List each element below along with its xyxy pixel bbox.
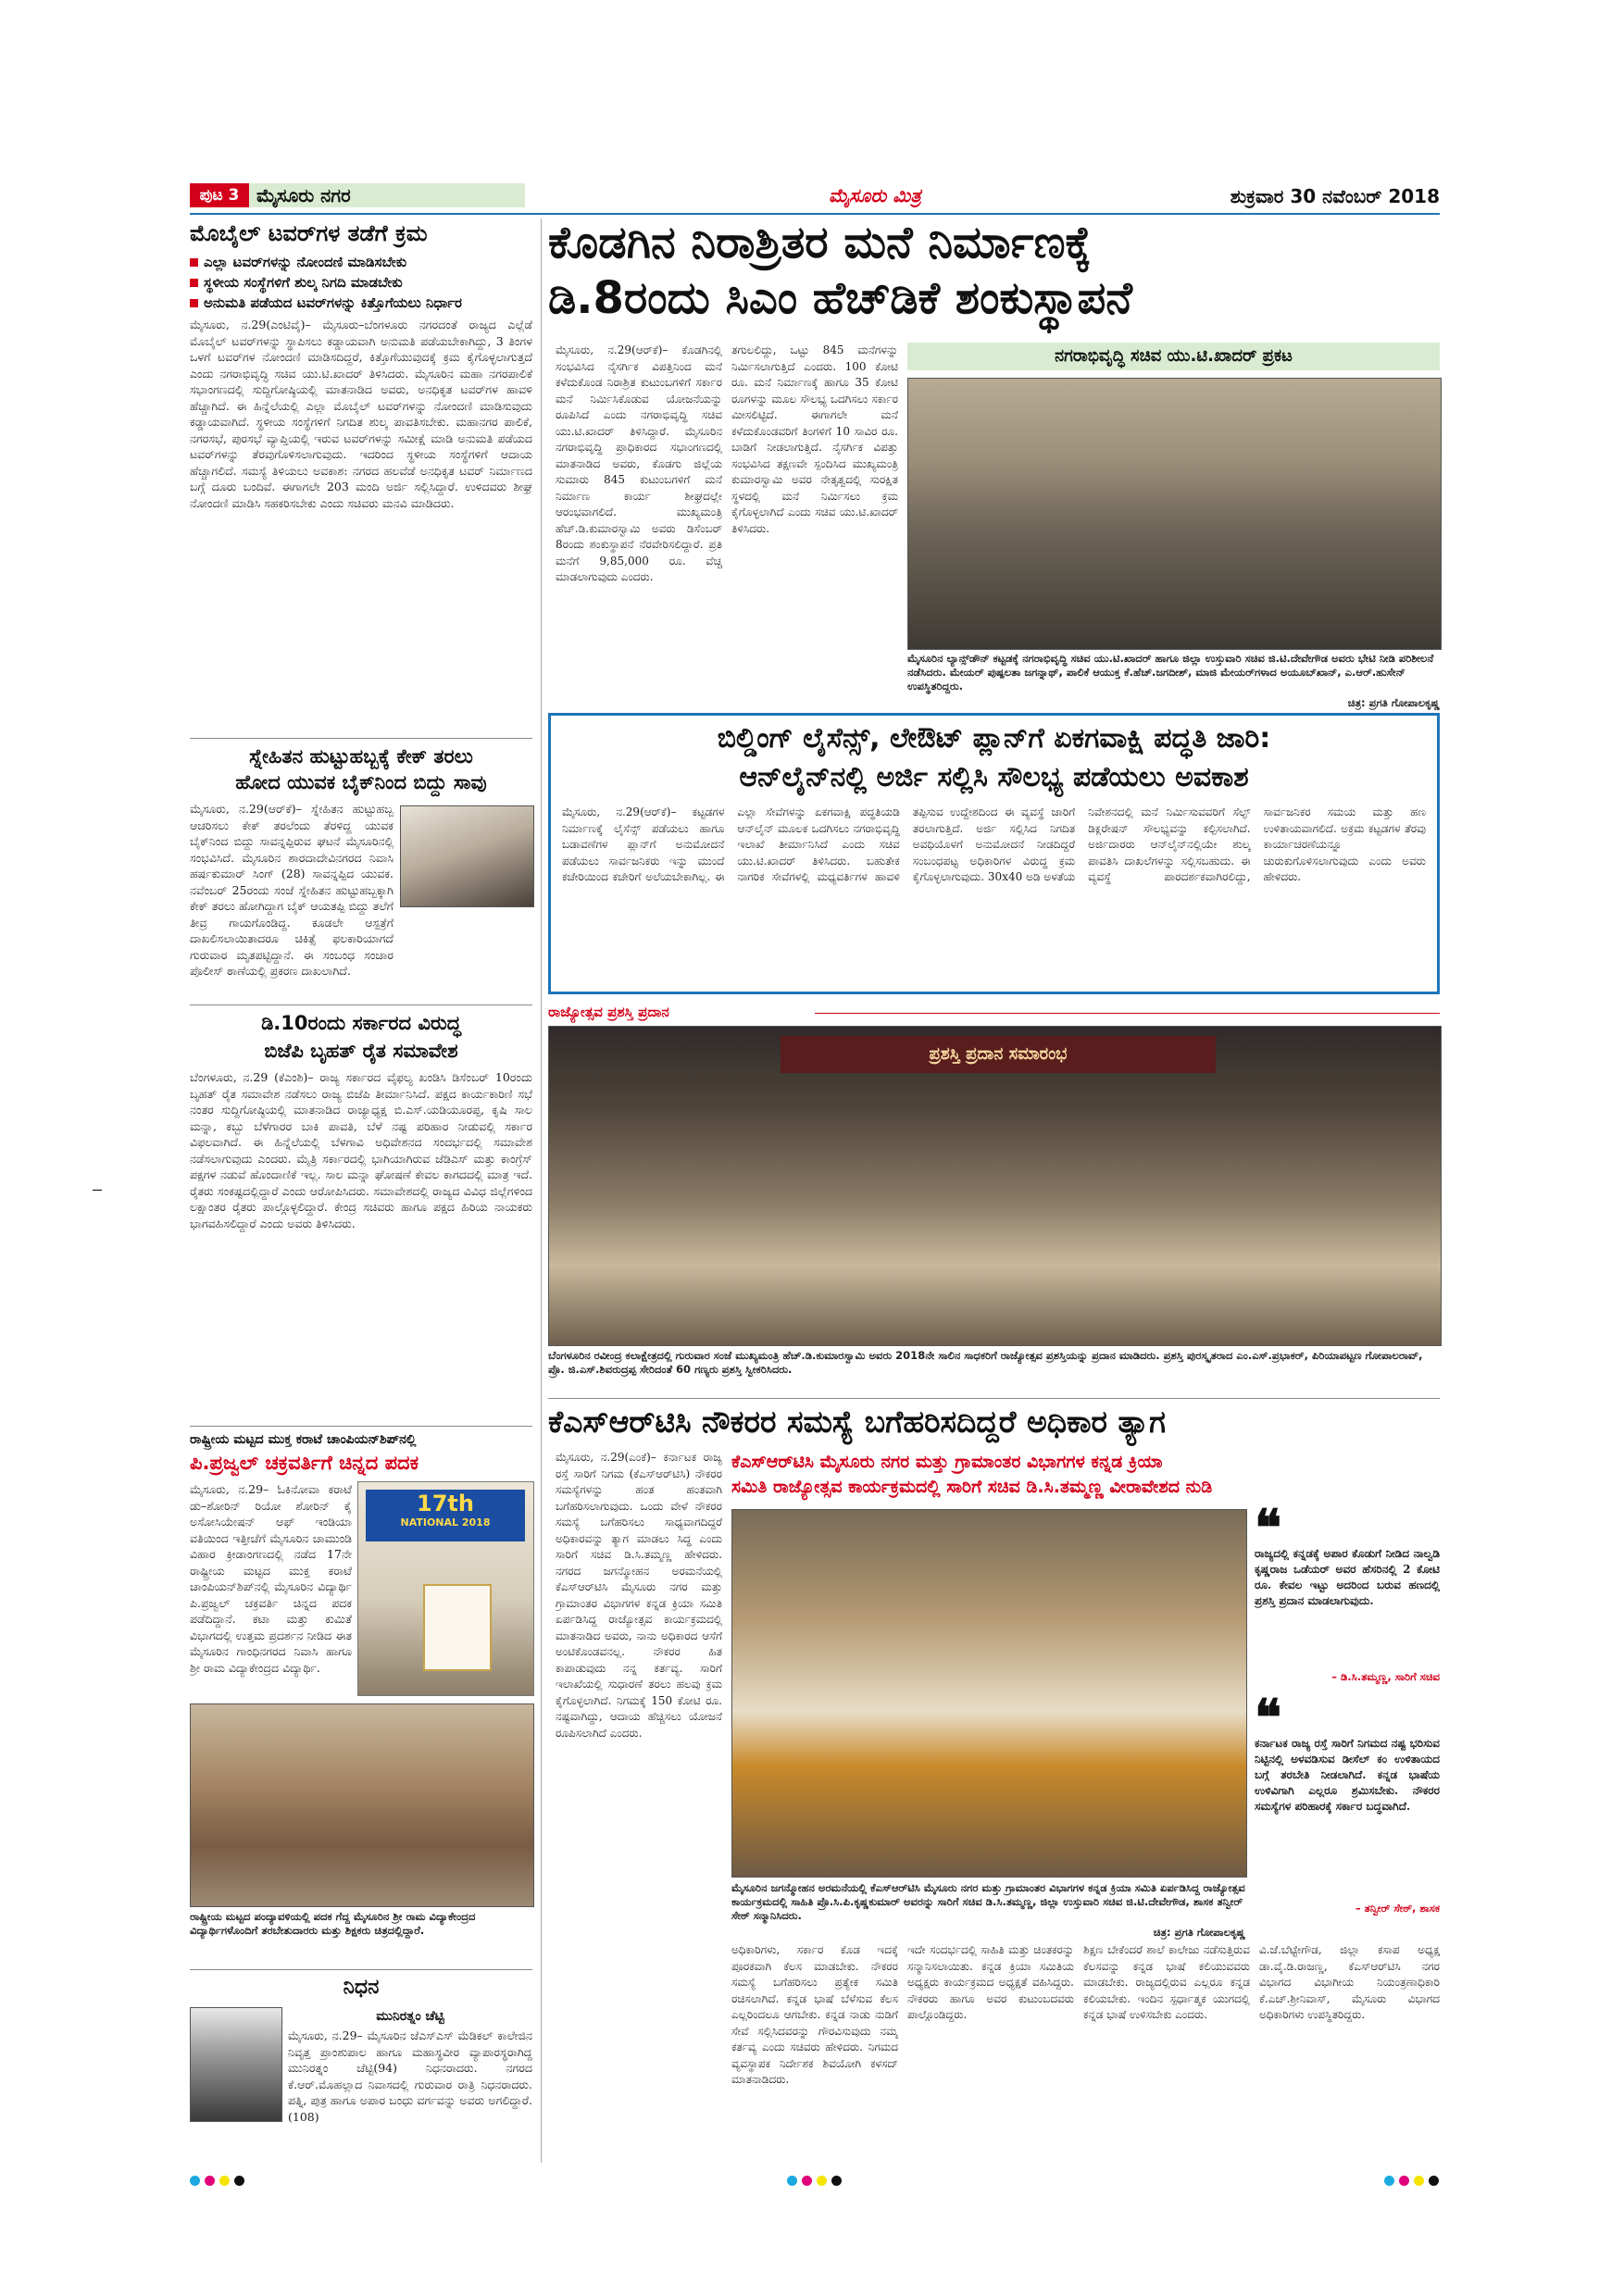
lead-photo-caption: ಮೈಸೂರಿನ ಲ್ಯಾನ್ಸ್‌ಡೌನ್ ಕಟ್ಟಡಕ್ಕೆ ನಗರಾಭಿವೃದ್ಧಿ ಸಚಿವ ಯು.ಟಿ.ಖಾದರ್ ಹಾಗೂ ಜಿಲ್ಲಾ ಉಸ್ತುವಾರಿ ಸಚಿವ ಜಿ.ಟಿ.ದೇವೇಗೌಡ ಅವರು ಭೇಟಿ ನೀಡಿ ಪರಿಶೀಲನೆ ನಡೆಸಿದರು. ಮೇಯರ್ ಪುಷ್ಪಲತಾ ಜಗನ್ನಾಥ್, ಪಾಲಿಕೆ ಆಯುಕ್ತ ಕೆ.ಹೆಚ್.ಜಗದೀಶ್, ಮಾಜಿ ಮೇಯರ್‌ಗಳಾದ ಅಯೂಬ್‌ಖಾನ್, ಎ.ಆರ್.ಹುಸೇನ್ ಉಪಸ್ಥಿತರಿದ್ದರು. xyxy=(907,652,1434,693)
section-rule xyxy=(815,1013,1440,1014)
issue-date: ಶುಕ್ರವಾರ 30 ನವೆಂಬರ್ 2018 xyxy=(1230,185,1440,207)
lead-subhead-box xyxy=(907,343,1440,370)
quote-author: – ತನ್ವೀರ್ ಸೇಠ್, ಶಾಸಕ xyxy=(1355,1902,1440,1915)
magenta-dot xyxy=(1399,2176,1409,2186)
column-rule xyxy=(541,218,542,2163)
lead-subhead: ನಗರಾಭಿವೃದ್ಧಿ ಸಚಿವ ಯು.ಟಿ.ಖಾದರ್ ಪ್ರಕಟ xyxy=(1055,346,1293,366)
divider xyxy=(190,1969,532,1970)
divider xyxy=(190,738,532,739)
farmers-headline xyxy=(190,1009,532,1065)
magenta-dot xyxy=(802,2176,812,2186)
obituary-box xyxy=(190,1974,532,2159)
headline-line: ಡಿ.10ರಂದು ಸರ್ಕಾರದ ವಿರುದ್ಧ xyxy=(261,1012,461,1034)
obituary-portrait xyxy=(190,2007,282,2122)
color-registration-center xyxy=(787,2176,843,2187)
bullet-item: ಅನುಮತಿ ಪಡೆಯದ ಟವರ್‌ಗಳನ್ನು ಕಿತ್ತೊಗೆಯಲು ನಿರ್ಧಾರ xyxy=(190,293,532,313)
lead-photo xyxy=(907,378,1442,650)
quote-author: – ಡಿ.ಸಿ.ತಮ್ಮಣ್ಣ, ಸಾರಿಗೆ ಸಚಿವ xyxy=(1331,1670,1440,1683)
headline-line: ಬಿಜೆಪಿ ಬೃಹತ್ ರೈತ ಸಮಾವೇಶ xyxy=(264,1040,458,1062)
ksrtc-photo-credit: ಚಿತ್ರ: ಪ್ರಗತಿ ಗೋಪಾಲಕೃಷ್ಣ xyxy=(1153,1926,1245,1939)
yellow-dot xyxy=(1414,2176,1424,2186)
ksrtc-body-left: ಮೈಸೂರು, ನ.29(ಎಂಕೆ)– ಕರ್ನಾಟಕ ರಾಜ್ಯ ರಸ್ತೆ ಸಾರಿಗೆ ನಿಗಮ (ಕೆಎಸ್‌ಆರ್‌ಟಿಸಿ) ನೌಕರರ ಸಮಸ್ಯೆಗಳನ್ನು ಹಂತ ಹಂತವಾಗಿ ಬಗೆಹರಿಸಲಾಗುವುದು. ಒಂದು ವೇಳೆ ನೌಕರರ ಸಮಸ್ಯೆ ಬಗೆಹರಿಸಲು ಸಾಧ್ಯವಾಗದಿದ್ದರೆ ಅಧಿಕಾರವನ್ನು ತ್ಯಾಗ ಮಾಡಲು ಸಿದ್ಧ ಎಂದು ಸಾರಿಗೆ ಸಚಿವ ಡಿ.ಸಿ.ತಮ್ಮಣ್ಣ ಹೇಳಿದರು. ನಗರದ ಜಗನ್ಮೋಹನ ಅರಮನೆಯಲ್ಲಿ ಕೆಎಸ್‌ಆರ್‌ಟಿಸಿ ಮೈಸೂರು ನಗರ ಮತ್ತು ಗ್ರಾಮಾಂತರ ವಿಭಾಗಗಳ ಕನ್ನಡ ಕ್ರಿಯಾ ಸಮಿತಿ ಏರ್ಪಡಿಸಿದ್ದ ರಾಜ್ಯೋತ್ಸವ ಕಾರ್ಯಕ್ರಮದಲ್ಲಿ ಮಾತನಾಡಿದ ಅವರು, ನಾನು ಅಧಿಕಾರದ ಆಸೆಗೆ ಅಂಟಿಕೊಂಡವನಲ್ಲ. ನೌಕರರ ಹಿತ ಕಾಪಾಡುವುದು ನನ್ನ ಕರ್ತವ್ಯ. ಸಾರಿಗೆ ಇಲಾಖೆಯಲ್ಲಿ ಸುಧಾರಣೆ ತರಲು ಹಲವು ಕ್ರಮ ಕೈಗೊಳ್ಳಲಾಗಿದೆ. ನಿಗಮಕ್ಕೆ 150 ಕೋಟಿ ರೂ. ನಷ್ಟವಾಗಿದ್ದು, ಆದಾಯ ಹೆಚ್ಚಿಸಲು ಯೋಜನೆ ರೂಪಿಸಲಾಗಿದೆ ಎಂದರು. xyxy=(556,1451,722,1740)
lead-headline xyxy=(548,215,1440,326)
quote-box-2 xyxy=(1255,1688,1440,1926)
ksrtc-body-mid: ಅಧಿಕಾರಿಗಳು, ಸರ್ಕಾರ ಕೊಡ ಇದಕ್ಕೆ ಪೂರಕವಾಗಿ ಕೆಲಸ ಮಾಡಬೇಕು. ನೌಕರರ ಸಮಸ್ಯೆ ಬಗೆಹರಿಸಲು ಪ್ರತ್ಯೇಕ ಸಮಿತಿ ರಚಿಸಲಾಗಿದೆ. ಕನ್ನಡ ಭಾಷೆ ಬೆಳೆಸುವ ಕೆಲಸ ಎಲ್ಲರಿಂದಲೂ ಆಗಬೇಕು. ಕನ್ನಡ ನಾಡು ನುಡಿಗೆ ಸೇವೆ ಸಲ್ಲಿಸಿದವರನ್ನು ಗೌರವಿಸುವುದು ನಮ್ಮ ಕರ್ತವ್ಯ ಎಂದು ಸಚಿವರು ಹೇಳಿದರು. ನಿಗಮದ ವ್ಯವಸ್ಥಾಪಕ ನಿರ್ದೇಶಕ ಶಿವಯೋಗಿ ಕಳಸದ್ ಮಾತನಾಡಿದರು. xyxy=(731,1943,898,2086)
headline-line: ಡಿ.8ರಂದು ಸಿಎಂ ಹೆಚ್‌ಡಿಕೆ ಶಂಕುಸ್ಥಾಪನೆ xyxy=(548,272,1132,324)
mobile-tower-headline: ಮೊಬೈಲ್ ಟವರ್‌ಗಳ ತಡೆಗೆ ಕ್ರಮ xyxy=(190,220,428,246)
accident-headline xyxy=(190,743,532,795)
color-registration-left xyxy=(190,2176,245,2187)
banner-edition: 17th xyxy=(417,1491,474,1516)
lead-photo-credit: ಚಿತ್ರ: ಪ್ರಗತಿ ಗೋಪಾಲಕೃಷ್ಣ xyxy=(1347,696,1440,709)
rajyotsava-photo xyxy=(548,1026,1442,1346)
ksrtc-body-right1: ಇದೇ ಸಂದರ್ಭದಲ್ಲಿ ಸಾಹಿತಿ ಮತ್ತು ಚಿಂತಕರನ್ನು ಸನ್ಮಾನಿಸಲಾಯಿತು. ಕನ್ನಡ ಕ್ರಿಯಾ ಸಮಿತಿಯ ಅಧ್ಯಕ್ಷರು ಕಾರ್ಯಕ್ರಮದ ಅಧ್ಯಕ್ಷತೆ ವಹಿಸಿದ್ದರು. ನೌಕರರು ಹಾಗೂ ಅವರ ಕುಟುಂಬದವರು ಪಾಲ್ಗೊಂಡಿದ್ದರು. xyxy=(907,1943,1074,2021)
ksrtc-body-right2: ಶಿಕ್ಷಣ ಬೇಕೆಂದರೆ ಶಾಲೆ ಕಾಲೇಜು ನಡೆಸುತ್ತಿರುವ ಕೆಲಸವನ್ನು ಕನ್ನಡ ಭಾಷೆ ಕಲಿಯುವವರು ಮಾಡಬೇಕು. ರಾಜ್ಯದಲ್ಲಿರುವ ಎಲ್ಲರೂ ಕನ್ನಡ ಕಲಿಯಬೇಕು. ಇಂದಿನ ಸ್ಪರ್ಧಾತ್ಮಕ ಯುಗದಲ್ಲಿ ಕನ್ನಡ ಭಾಷೆ ಉಳಿಸಬೇಕು ಎಂದರು. xyxy=(1083,1943,1250,2021)
karate-team-photo xyxy=(190,1703,534,1907)
quote-text: ರಾಜ್ಯದಲ್ಲಿ ಕನ್ನಡಕ್ಕೆ ಅಪಾರ ಕೊಡುಗೆ ನೀಡಿದ ನಾಲ್ವಡಿ ಕೃಷ್ಣರಾಜ ಒಡೆಯರ್ ಅವರ ಹೆಸರಿನಲ್ಲಿ 2 ಕೋಟಿ ರೂ. ಕೇವಲ ಇಟ್ಟು ಅದರಿಂದ ಬರುವ ಹಣದಲ್ಲಿ ಪ್ರಶಸ್ತಿ ಪ್ರದಾನ ಮಾಡಲಾಗುವುದು. xyxy=(1255,1547,1440,1607)
building-license-box xyxy=(548,713,1440,994)
mobile-tower-body: ಮೈಸೂರು, ನ.29(ಎಂಟಿವೈ)– ಮೈಸೂರು–ಬೆಂಗಳೂರು ನಗರದಂತೆ ರಾಜ್ಯದ ಎಲ್ಲೆಡೆ ಮೊಬೈಲ್ ಟವರ್‌ಗಳನ್ನು ಸ್ಥಾಪಿಸಲು ಕಡ್ಡಾಯವಾಗಿ ಅನುಮತಿ ಪಡೆಯಬೇಕಾಗಿದ್ದು, 3 ತಿಂಗಳ ಒಳಗೆ ಟವರ್‌ಗಳ ನೋಂದಣಿ ಮಾಡಿಸದಿದ್ದರೆ, ಕಿತ್ತೊಗೆಯುವುದಕ್ಕೆ ಕ್ರಮ ಕೈಗೊಳ್ಳಲಾಗುತ್ತದೆ ಎಂದು ನಗರಾಭಿವೃದ್ಧಿ ಸಚಿವ ಯು.ಟಿ.ಖಾದರ್ ತಿಳಿಸಿದರು. ಮೈಸೂರಿನ ಮಹಾ ನಗರಪಾಲಿಕೆ ಸಭಾಂಗಣದಲ್ಲಿ ಸುದ್ದಿಗೋಷ್ಠಿಯಲ್ಲಿ ಮಾತನಾಡಿದ ಅವರು, ಅನಧಿಕೃತ ಟವರ್‌ಗಳ ಹಾವಳಿ ಹೆಚ್ಚಾಗಿದೆ. ಈ ಹಿನ್ನೆಲೆಯಲ್ಲಿ ಎಲ್ಲಾ ಮೊಬೈಲ್ ಟವರ್‌ಗಳನ್ನು ನೋಂದಣಿ ಮಾಡಿಸುವುದು ಕಡ್ಡಾಯವಾಗಿದೆ. ಸ್ಥಳೀಯ ಸಂಸ್ಥೆಗಳಿಗೆ ನಿಗದಿತ ಶುಲ್ಕ ಪಾವತಿಸಬೇಕು. ಮಹಾನಗರ ಪಾಲಿಕೆ, ನಗರಸಭೆ, ಪುರಸಭೆ ವ್ಯಾಪ್ತಿಯಲ್ಲಿ ಇರುವ ಟವರ್‌ಗಳನ್ನು ಸಮೀಕ್ಷೆ ಮಾಡಿ ಅನುಮತಿ ಪಡೆಯದ ಟವರ್‌ಗಳನ್ನು ತೆರವುಗೊಳಿಸಲಾಗುವುದು. ಇದರಿಂದ ಸ್ಥಳೀಯ ಸಂಸ್ಥೆಗಳಿಗೆ ಆದಾಯ ಹೆಚ್ಚಾಗಲಿದೆ. ಸಮಸ್ಯೆ ತಿಳಿಯಲು ಅವಕಾಶ: ನಗರದ ಹಲವೆಡೆ ಅನಧಿಕೃತ ಟವರ್ ನಿರ್ಮಾಣದ ಬಗ್ಗೆ ದೂರು ಬಂದಿವೆ. ಈಗಾಗಲೇ 203 ಮಂದಿ ಅರ್ಜಿ ಸಲ್ಲಿಸಿದ್ದಾರೆ. ಉಳಿದವರು ಶೀಘ್ರ ನೋಂದಣಿ ಮಾಡಿಸಿ ಸಹಕರಿಸಬೇಕು ಎಂದು ಸಚಿವರು ಮನವಿ ಮಾಡಿದರು. xyxy=(190,318,532,510)
ksrtc-body-right3: ವಿ.ಜೆ.ಬೆಟ್ಟೇಗೌಡ, ಜಿಲ್ಲಾ ಕಸಾಪ ಅಧ್ಯಕ್ಷ ಡಾ.ವೈ.ಡಿ.ರಾಜಣ್ಣ, ಕೆಎಸ್‌ಆರ್‌ಟಿಸಿ ನಗರ ವಿಭಾಗದ ವಿಭಾಗೀಯ ನಿಯಂತ್ರಣಾಧಿಕಾರಿ ಕೆ.ಎಚ್.ಶ್ರೀನಿವಾಸ್, ಮೈಸೂರು ವಿಭಾಗದ ಅಧಿಕಾರಿಗಳು ಉಪಸ್ಥಿತರಿದ್ದರು. xyxy=(1259,1943,1440,2021)
color-registration-right xyxy=(1384,2176,1440,2187)
divider xyxy=(548,1398,1440,1399)
building-license-body: ಮೈಸೂರು, ನ.29(ಆರ್‌ಕೆ)– ಕಟ್ಟಡಗಳ ನಿರ್ಮಾಣಕ್ಕೆ ಲೈಸೆನ್ಸ್ ಪಡೆಯಲು ಹಾಗೂ ಬಡಾವಣೆಗಳ ಪ್ಲಾನ್‌ಗೆ ಅನುಮೋದನೆ ಪಡೆಯಲು ಸಾರ್ವಜನಿಕರು ಇನ್ನು ಮುಂದೆ ಕಚೇರಿಯಿಂದ ಕಚೇರಿಗೆ ಅಲೆಯಬೇಕಾಗಿಲ್ಲ. ಈ ಎಲ್ಲಾ ಸೇವೆಗಳನ್ನು ಏಕಗವಾಕ್ಷಿ ಪದ್ಧತಿಯಡಿ ಆನ್‌ಲೈನ್ ಮೂಲಕ ಒದಗಿಸಲು ನಗರಾಭಿವೃದ್ಧಿ ಇಲಾಖೆ ತೀರ್ಮಾನಿಸಿದೆ ಎಂದು ಸಚಿವ ಯು.ಟಿ.ಖಾದರ್ ತಿಳಿಸಿದರು. ಬಹುತೇಕ ನಾಗರಿಕ ಸೇವೆಗಳಲ್ಲಿ ಮಧ್ಯವರ್ತಿಗಳ ಹಾವಳಿ ತಪ್ಪಿಸುವ ಉದ್ದೇಶದಿಂದ ಈ ವ್ಯವಸ್ಥೆ ಜಾರಿಗೆ ತರಲಾಗುತ್ತಿದೆ. ಅರ್ಜಿ ಸಲ್ಲಿಸಿದ ನಿಗದಿತ ಅವಧಿಯೊಳಗೆ ಅನುಮೋದನೆ ನೀಡದಿದ್ದರೆ ಸಂಬಂಧಪಟ್ಟ ಅಧಿಕಾರಿಗಳ ವಿರುದ್ಧ ಕ್ರಮ ಕೈಗೊಳ್ಳಲಾಗುವುದು. 30x40 ಅಡಿ ಅಳತೆಯ ನಿವೇಶನದಲ್ಲಿ ಮನೆ ನಿರ್ಮಿಸುವವರಿಗೆ ಸೆಲ್ಫ್ ಡಿಕ್ಲರೇಷನ್ ಸೌಲಭ್ಯವನ್ನು ಕಲ್ಪಿಸಲಾಗಿದೆ. ಅರ್ಜಿದಾರರು ಆನ್‌ಲೈನ್‌ನಲ್ಲಿಯೇ ಶುಲ್ಕ ಪಾವತಿಸಿ ದಾಖಲೆಗಳನ್ನು ಸಲ್ಲಿಸಬಹುದು. ಈ ವ್ಯವಸ್ಥೆ ಪಾರದರ್ಶಕವಾಗಿರಲಿದ್ದು, ಸಾರ್ವಜನಿಕರ ಸಮಯ ಮತ್ತು ಹಣ ಉಳಿತಾಯವಾಗಲಿದೆ. ಅಕ್ರಮ ಕಟ್ಟಡಗಳ ತೆರವು ಕಾರ್ಯಾಚರಣೆಯನ್ನೂ ಚುರುಕುಗೊಳಿಸಲಾಗುವುದು ಎಂದು ಅವರು ಹೇಳಿದರು. xyxy=(562,805,1426,883)
karate-photo-caption: ರಾಷ್ಟ್ರೀಯ ಮಟ್ಟದ ಪಂದ್ಯಾವಳಿಯಲ್ಲಿ ಪದಕ ಗೆದ್ದ ಮೈಸೂರಿನ ಶ್ರೀ ರಾಮ ವಿದ್ಯಾಕೇಂದ್ರದ ವಿದ್ಯಾರ್ಥಿಗಳೊಂದಿಗೆ ತರಬೇತುದಾರರು ಮತ್ತು ಶಿಕ್ಷಕರು ಚಿತ್ರದಲ್ಲಿದ್ದಾರೆ. xyxy=(190,1910,476,1937)
black-dot xyxy=(831,2176,842,2186)
farmers-body: ಬೆಂಗಳೂರು, ನ.29 (ಕೆಎಂಶಿ)– ರಾಜ್ಯ ಸರ್ಕಾರದ ವೈಫಲ್ಯ ಖಂಡಿಸಿ ಡಿಸೆಂಬರ್ 10ರಂದು ಬೃಹತ್ ರೈತ ಸಮಾವೇಶ ನಡೆಸಲು ರಾಜ್ಯ ಬಿಜೆಪಿ ತೀರ್ಮಾನಿಸಿದೆ. ಪಕ್ಷದ ಕಾರ್ಯಕಾರಿಣಿ ಸಭೆ ನಂತರ ಸುದ್ದಿಗೋಷ್ಠಿಯಲ್ಲಿ ಮಾತನಾಡಿದ ರಾಜ್ಯಾಧ್ಯಕ್ಷ ಬಿ.ಎಸ್.ಯಡಿಯೂರಪ್ಪ, ಕೃಷಿ ಸಾಲ ಮನ್ನಾ, ಕಬ್ಬು ಬೆಳೆಗಾರರ ಬಾಕಿ ಪಾವತಿ, ಬೆಳೆ ನಷ್ಟ ಪರಿಹಾರ ನೀಡುವಲ್ಲಿ ಸರ್ಕಾರ ವಿಫಲವಾಗಿದೆ. ಈ ಹಿನ್ನೆಲೆಯಲ್ಲಿ ಬೆಳಗಾವಿ ಅಧಿವೇಶನದ ಸಂದರ್ಭದಲ್ಲಿ ಸಮಾವೇಶ ನಡೆಸಲಾಗುವುದು ಎಂದರು. ಮೈತ್ರಿ ಸರ್ಕಾರದಲ್ಲಿ ಭಾಗಿಯಾಗಿರುವ ಜೆಡಿಎಸ್ ಮತ್ತು ಕಾಂಗ್ರೆಸ್ ಪಕ್ಷಗಳ ನಡುವೆ ಹೊಂದಾಣಿಕೆ ಇಲ್ಲ. ಸಾಲ ಮನ್ನಾ ಘೋಷಣೆ ಕೇವಲ ಕಾಗದದಲ್ಲಿ ಮಾತ್ರ ಇದೆ. ರೈತರು ಸಂಕಷ್ಟದಲ್ಲಿದ್ದಾರೆ ಎಂದು ಆರೋಪಿಸಿದರು. ಸಮಾವೇಶದಲ್ಲಿ ರಾಜ್ಯದ ವಿವಿಧ ಜಿಲ್ಲೆಗಳಿಂದ ಲಕ್ಷಾಂತರ ರೈತರು ಪಾಲ್ಗೊಳ್ಳಲಿದ್ದಾರೆ. ಕೇಂದ್ರ ಸಚಿವರು ಹಾಗೂ ಪಕ್ಷದ ಹಿರಿಯ ನಾಯಕರು ಭಾಗವಹಿಸಲಿದ್ದಾರೆ ಎಂದು ಅವರು ತಿಳಿಸಿದರು. xyxy=(190,1070,532,1230)
crop-mark xyxy=(93,1190,102,1191)
subhead-line: ಕೆಎಸ್‌ಆರ್‌ಟಿಸಿ ಮೈಸೂರು ನಗರ ಮತ್ತು ಗ್ರಾಮಾಂತರ ವಿಭಾಗಗಳ ಕನ್ನಡ ಕ್ರಿಯಾ xyxy=(731,1452,1163,1472)
obituary-name: ಮುನಿರತ್ನಂ ಚೆಟ್ಟಿ xyxy=(376,2009,444,2024)
headline-line: ಆನ್‌ಲೈನ್‌ನಲ್ಲಿ ಅರ್ಜಿ ಸಲ್ಲಿಸಿ ಸೌಲಭ್ಯ ಪಡೆಯಲು ಅವಕಾಶ xyxy=(739,761,1249,793)
banner-sub: NATIONAL 2018 xyxy=(400,1516,491,1529)
quote-icon: ❝ xyxy=(1255,1688,1282,1747)
headline-line: ಕೊಡಗಿನ ನಿರಾಶ್ರಿತರ ಮನೆ ನಿರ್ಮಾಣಕ್ಕೆ xyxy=(548,217,1092,268)
yellow-dot xyxy=(219,2176,230,2186)
headline-line: ಹೋದ ಯುವಕ ಬೈಕ್‌ನಿಂದ ಬಿದ್ದು ಸಾವು xyxy=(235,771,487,793)
karate-kicker: ರಾಷ್ಟ್ರೀಯ ಮಟ್ಟದ ಮುಕ್ತ ಕರಾಟೆ ಚಾಂಪಿಯನ್‌ಶಿಪ್‌ನಲ್ಲಿ xyxy=(190,1432,417,1447)
headline-line: ಸ್ನೇಹಿತನ ಹುಟ್ಟುಹಬ್ಬಕ್ಕೆ ಕೇಕ್ ತರಲು xyxy=(249,745,473,767)
page-header xyxy=(190,181,1440,211)
yellow-dot xyxy=(817,2176,827,2186)
bullet-item: ಸ್ಥಳೀಯ ಸಂಸ್ಥೆಗಳಿಗೆ ಶುಲ್ಕ ನಿಗದಿ ಮಾಡಬೇಕು xyxy=(190,272,532,293)
ksrtc-subhead xyxy=(731,1450,1440,1500)
mobile-tower-bullets xyxy=(190,252,532,313)
black-dot xyxy=(234,2176,244,2186)
bullet-item: ಎಲ್ಲಾ ಟವರ್‌ಗಳನ್ನು ನೋಂದಣಿ ಮಾಡಿಸಬೇಕು xyxy=(190,252,532,272)
medal-certificate xyxy=(423,1584,492,1671)
page-number-badge: ಪುಟ 3 xyxy=(190,183,249,207)
black-dot xyxy=(1429,2176,1439,2186)
lead-body-col2: ತಗುಲಲಿದ್ದು, ಒಟ್ಟು 845 ಮನೆಗಳನ್ನು ನಿರ್ಮಿಸಲಾಗುತ್ತಿದೆ ಎಂದರು. 100 ಕೋಟಿ ರೂ. ಮನೆ ನಿರ್ಮಾಣಕ್ಕೆ ಹಾಗೂ 35 ಕೋಟಿ ರೂಗಳನ್ನು ಮೂಲ ಸೌಲಭ್ಯ ಒದಗಿಸಲು ಸರ್ಕಾರ ಮೀಸಲಿಟ್ಟಿದೆ. ಈಗಾಗಲೇ ಮನೆ ಕಳೆದುಕೊಂಡವರಿಗೆ ತಿಂಗಳಿಗೆ 10 ಸಾವಿರ ರೂ. ಬಾಡಿಗೆ ನೀಡಲಾಗುತ್ತಿದೆ. ನೈಸರ್ಗಿಕ ವಿಪತ್ತು ಸಂಭವಿಸಿದ ತಕ್ಷಣವೇ ಸ್ಪಂದಿಸಿದ ಮುಖ್ಯಮಂತ್ರಿ ಕುಮಾರಸ್ವಾಮಿ ಅವರ ನೇತೃತ್ವದಲ್ಲಿ ಸುರಕ್ಷಿತ ಸ್ಥಳದಲ್ಲಿ ಮನೆ ನಿರ್ಮಿಸಲು ಕ್ರಮ ಕೈಗೊಳ್ಳಲಾಗಿದೆ ಎಂದು ಸಚಿವ ಯು.ಟಿ.ಖಾದರ್ ತಿಳಿಸಿದರು. xyxy=(731,343,898,535)
accident-body: ಮೈಸೂರು, ನ.29(ಆರ್‌ಕೆ)– ಸ್ನೇಹಿತನ ಹುಟ್ಟುಹಬ್ಬ ಆಚರಿಸಲು ಕೇಕ್ ತರಲೆಂದು ತೆರಳಿದ್ದ ಯುವಕ ಬೈಕ್‌ನಿಂದ ಬಿದ್ದು ಸಾವನ್ನಪ್ಪಿರುವ ಘಟನೆ ಮೈಸೂರಿನಲ್ಲಿ ಸಂಭವಿಸಿದೆ. ಮೈಸೂರಿನ ಶಾರದಾದೇವಿನಗರದ ನಿವಾಸಿ ಹರ್ಷಕುಮಾರ್ ಸಿಂಗ್ (28) ಸಾವನ್ನಪ್ಪಿದ ಯುವಕ. ನವೆಂಬರ್ 25ರಂದು ಸಂಜೆ ಸ್ನೇಹಿತನ ಹುಟ್ಟುಹಬ್ಬಕ್ಕಾಗಿ ಕೇಕ್ ತರಲು ಹೋಗಿದ್ದಾಗ ಬೈಕ್ ಆಯತಪ್ಪಿ ಬಿದ್ದು ತಲೆಗೆ ತೀವ್ರ ಗಾಯಗೊಂಡಿದ್ದ. ಕೂಡಲೇ ಆಸ್ಪತ್ರೆಗೆ ದಾಖಲಿಸಲಾಯಿತಾದರೂ ಚಿಕಿತ್ಸೆ ಫಲಕಾರಿಯಾಗದೆ ಗುರುವಾರ ಮೃತಪಟ್ಟಿದ್ದಾನೆ. ಈ ಸಂಬಂಧ ಸಂಚಾರ ಪೊಲೀಸ್ ಠಾಣೆಯಲ್ಲಿ ಪ್ರಕರಣ ದಾಖಲಾಗಿದೆ. xyxy=(190,802,394,978)
karate-headline: ಪಿ.ಪ್ರಜ್ವಲ್ ಚಕ್ರವರ್ತಿಗೆ ಚಿನ್ನದ ಪದಕ xyxy=(190,1452,419,1474)
headline-line: ಬಿಲ್ಡಿಂಗ್ ಲೈಸೆನ್ಸ್, ಲೇಔಟ್ ಪ್ಲಾನ್‌ಗೆ ಏಕಗವಾಕ್ಷಿ ಪದ್ಧತಿ ಜಾರಿ: xyxy=(717,722,1271,755)
rajyotsava-caption: ಬೆಂಗಳೂರಿನ ರವೀಂದ್ರ ಕಲಾಕ್ಷೇತ್ರದಲ್ಲಿ ಗುರುವಾರ ಸಂಜೆ ಮುಖ್ಯಮಂತ್ರಿ ಹೆಚ್.ಡಿ.ಕುಮಾರಸ್ವಾಮಿ ಅವರು 2018ನೇ ಸಾಲಿನ ಸಾಧಕರಿಗೆ ರಾಜ್ಯೋತ್ಸವ ಪ್ರಶಸ್ತಿಯನ್ನು ಪ್ರದಾನ ಮಾಡಿದರು. ಪ್ರಶಸ್ತಿ ಪುರಸ್ಕೃತರಾದ ಎಂ.ಎಸ್.ಪ್ರಭಾಕರ್, ಪಿರಿಯಾಪಟ್ಟಣ ಗೋಪಾಲರಾವ್, ಪ್ರೊ. ಜಿ.ಎಸ್.ಶಿವರುದ್ರಪ್ಪ ಸೇರಿದಂತೆ 60 ಗಣ್ಯರು ಪ್ರಶಸ್ತಿ ಸ್ವೀಕರಿಸಿದರು. xyxy=(548,1349,1423,1376)
ksrtc-photo xyxy=(731,1509,1247,1878)
subhead-line: ಸಮಿತಿ ರಾಜ್ಯೋತ್ಸವ ಕಾರ್ಯಕ್ರಮದಲ್ಲಿ ಸಾರಿಗೆ ಸಚಿವ ಡಿ.ಸಿ.ತಮ್ಮಣ್ಣ ವೀರಾವೇಶದ ನುಡಿ xyxy=(731,1477,1213,1497)
karate-body: ಮೈಸೂರು, ನ.29– ಓಕಿನೋವಾ ಕರಾಟೆ ಡು–ಶೋರಿನ್ ರಿಯೋ ಶೋರಿನ್ ಕೈ ಅಸೋಸಿಯೇಷನ್ ಆಫ್ ಇಂಡಿಯಾ ವತಿಯಿಂದ ಇತ್ತೀಚೆಗೆ ಮೈಸೂರಿನ ಚಾಮುಂಡಿ ವಿಹಾರ ಕ್ರೀಡಾಂಗಣದಲ್ಲಿ ನಡೆದ 17ನೇ ರಾಷ್ಟ್ರೀಯ ಮಟ್ಟದ ಮುಕ್ತ ಕರಾಟೆ ಚಾಂಪಿಯನ್‌ಶಿಪ್‌ನಲ್ಲಿ ಮೈಸೂರಿನ ವಿದ್ಯಾರ್ಥಿ ಪಿ.ಪ್ರಜ್ವಲ್ ಚಕ್ರವರ್ತಿ ಚಿನ್ನದ ಪದಕ ಪಡೆದಿದ್ದಾನೆ. ಕಟಾ ಮತ್ತು ಕುಮಿತೆ ವಿಭಾಗದಲ್ಲಿ ಉತ್ತಮ ಪ್ರದರ್ಶನ ನೀಡಿದ ಈತ ಮೈಸೂರಿನ ಗಾಂಧಿನಗರದ ನಿವಾಸಿ ಹಾಗೂ ಶ್ರೀ ರಾಮ ವಿದ್ಯಾಕೇಂದ್ರದ ವಿದ್ಯಾರ್ಥಿ. xyxy=(190,1482,352,1675)
championship-banner xyxy=(366,1490,525,1541)
cyan-dot xyxy=(1384,2176,1394,2186)
cyan-dot xyxy=(787,2176,797,2186)
magenta-dot xyxy=(205,2176,215,2186)
lead-body-col1: ಮೈಸೂರು, ನ.29(ಆರ್‌ಕೆ)– ಕೊಡಗಿನಲ್ಲಿ ಸಂಭವಿಸಿದ ನೈಸರ್ಗಿಕ ವಿಪತ್ತಿನಿಂದ ಮನೆ ಕಳೆದುಕೊಂಡ ನಿರಾಶ್ರಿತ ಕುಟುಂಬಗಳಿಗೆ ಸರ್ಕಾರ ಮನೆ ನಿರ್ಮಿಸಿಕೊಡುವ ಯೋಜನೆಯನ್ನು ರೂಪಿಸಿದೆ ಎಂದು ನಗರಾಭಿವೃದ್ಧಿ ಸಚಿವ ಯು.ಟಿ.ಖಾದರ್ ತಿಳಿಸಿದ್ದಾರೆ. ಮೈಸೂರಿನ ನಗರಾಭಿವೃದ್ಧಿ ಪ್ರಾಧಿಕಾರದ ಸಭಾಂಗಣದಲ್ಲಿ ಮಾತನಾಡಿದ ಅವರು, ಕೊಡಗು ಜಿಲ್ಲೆಯ ಸುಮಾರು 845 ಕುಟುಂಬಗಳಿಗೆ ಮನೆ ನಿರ್ಮಾಣ ಕಾರ್ಯ ಶೀಘ್ರದಲ್ಲೇ ಆರಂಭವಾಗಲಿದೆ. ಮುಖ್ಯಮಂತ್ರಿ ಹೆಚ್.ಡಿ.ಕುಮಾರಸ್ವಾಮಿ ಅವರು ಡಿಸೆಂಬರ್ 8ರಂದು ಶಂಕುಸ್ಥಾಪನೆ ನೆರವೇರಿಸಲಿದ್ದಾರೆ. ಪ್ರತಿ ಮನೆಗೆ 9,85,000 ರೂ. ವೆಚ್ಚ ಮಾಡಲಾಗುವುದು ಎಂದರು. xyxy=(556,343,722,583)
cyan-dot xyxy=(190,2176,200,2186)
victim-photo xyxy=(400,805,534,907)
obituary-title: ನಿಧನ xyxy=(343,1976,380,1999)
ksrtc-headline: ಕೆಎಸ್‌ಆರ್‌ಟಿಸಿ ನೌಕರರ ಸಮಸ್ಯೆ ಬಗೆಹರಿಸದಿದ್ದರೆ ಅಧಿಕಾರ ತ್ಯಾಗ xyxy=(548,1404,1167,1440)
quote-icon: ❝ xyxy=(1255,1498,1282,1557)
divider xyxy=(190,1004,532,1005)
masthead-logo: ಮೈಸೂರು ಮಿತ್ರ xyxy=(829,184,921,206)
building-license-headline xyxy=(551,719,1437,797)
obituary-body: ಮೈಸೂರು, ನ.29– ಮೈಸೂರಿನ ಜೆಎಸ್‌ಎಸ್ ಮೆಡಿಕಲ್ ಕಾಲೇಜಿನ ನಿವೃತ್ತ ಪ್ರಾಂಶುಪಾಲ ಹಾಗೂ ಮಹಾಸ್ಥವೀರ ವ್ಯಾಪಾರಸ್ಥರಾಗಿದ್ದ ಮುನಿರತ್ನಂ ಚೆಟ್ಟಿ(94) ನಿಧನರಾದರು. ನಗರದ ಕೆ.ಆರ್.ಮೊಹಲ್ಲಾದ ನಿವಾಸದಲ್ಲಿ ಗುರುವಾರ ರಾತ್ರಿ ನಿಧನರಾದರು. ಪತ್ನಿ, ಪುತ್ರ ಹಾಗೂ ಅಪಾರ ಬಂಧು ವರ್ಗವನ್ನು ಅವರು ಅಗಲಿದ್ದಾರೆ. (108) xyxy=(288,2028,532,2124)
section-title: ಮೈಸೂರು ನಗರ xyxy=(249,183,525,207)
divider xyxy=(190,1426,532,1427)
quote-box-1 xyxy=(1255,1498,1440,1694)
stage-banner: ಪ್ರಶಸ್ತಿ ಪ್ರದಾನ ಸಮಾರಂಭ xyxy=(781,1036,1216,1073)
quote-text: ಕರ್ನಾಟಕ ರಾಜ್ಯ ರಸ್ತೆ ಸಾರಿಗೆ ನಿಗಮದ ನಷ್ಟ ಭರಿಸುವ ನಿಟ್ಟಿನಲ್ಲಿ ಅಳವಡಿಸುವ ಡೀಸೆಲ್ ಕಂ ಉಳಿತಾಯದ ಬಗ್ಗೆ ತರಬೇತಿ ನೀಡಲಾಗಿದೆ. ಕನ್ನಡ ಭಾಷೆಯ ಉಳಿವಿಗಾಗಿ ಎಲ್ಲರೂ ಶ್ರಮಿಸಬೇಕು. ನೌಕರರ ಸಮಸ್ಯೆಗಳ ಪರಿಹಾರಕ್ಕೆ ಸರ್ಕಾರ ಬದ್ಧವಾಗಿದೆ. xyxy=(1255,1737,1440,1813)
rajyotsava-label: ರಾಜ್ಯೋತ್ಸವ ಪ್ರಶಸ್ತಿ ಪ್ರದಾನ xyxy=(548,1004,669,1020)
ksrtc-photo-caption: ಮೈಸೂರಿನ ಜಗನ್ಮೋಹನ ಅರಮನೆಯಲ್ಲಿ ಕೆಎಸ್‌ಆರ್‌ಟಿಸಿ ಮೈಸೂರು ನಗರ ಮತ್ತು ಗ್ರಾಮಾಂತರ ವಿಭಾಗಗಳ ಕನ್ನಡ ಕ್ರಿಯಾ ಸಮಿತಿ ಏರ್ಪಡಿಸಿದ್ದ ರಾಜ್ಯೋತ್ಸವ ಕಾರ್ಯಕ್ರಮದಲ್ಲಿ ಸಾಹಿತಿ ಪ್ರೊ.ಸಿ.ಪಿ.ಕೃಷ್ಣಕುಮಾರ್ ಅವರನ್ನು ಸಾರಿಗೆ ಸಚಿವ ಡಿ.ಸಿ.ತಮ್ಮಣ್ಣ, ಜಿಲ್ಲಾ ಉಸ್ತುವಾರಿ ಸಚಿವ ಜಿ.ಟಿ.ದೇವೇಗೌಡ, ಶಾಸಕ ತನ್ವೀರ್ ಸೇಠ್ ಸನ್ಮಾನಿಸಿದರು. xyxy=(731,1881,1245,1922)
karate-winner-photo xyxy=(357,1481,534,1696)
